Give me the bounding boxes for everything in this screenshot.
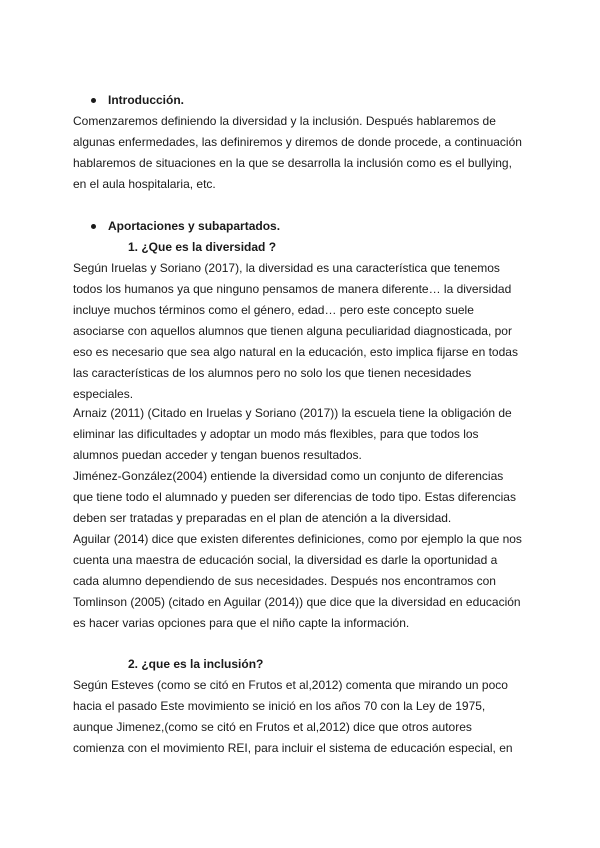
section1-line: deben ser tratadas y preparadas en el plan de atención a la diversidad. bbox=[73, 511, 452, 525]
section1-line: alumnos puedan acceder y tengan buenos resultados. bbox=[73, 448, 362, 462]
section1-line: Arnaiz (2011) (Citado en Iruelas y Soriano (2017)) la escuela tiene la obligación de bbox=[73, 406, 512, 420]
section1-line: que tiene todo el alumnado y pueden ser diferencias de todo tipo. Estas diferencias bbox=[73, 490, 516, 504]
section1-line: eso es necesario que sea algo natural en la educación, esto implica fijarse en todas bbox=[73, 345, 518, 359]
section1-line: todos los humanos ya que ninguno pensamos de manera diferente… la diversidad bbox=[73, 282, 512, 296]
section1-line: cuenta una maestra de educación social, la diversidad es darle la oportunidad a bbox=[73, 553, 498, 567]
intro-line: algunas enfermedades, las definiremos y diremos de donde procede, a continuación bbox=[73, 135, 522, 149]
section1-line: Según Iruelas y Soriano (2017), la diversidad es una característica que tenemos bbox=[73, 261, 500, 275]
section2-line: comienza con el movimiento REI, para incluir el sistema de educación especial, en bbox=[73, 741, 513, 755]
section1-line: eliminar las dificultades y adoptar un modo más flexibles, para que todos los bbox=[73, 427, 479, 441]
section1-line: Aguilar (2014) dice que existen diferentes definiciones, como por ejemplo la que nos bbox=[73, 532, 522, 546]
section1-line: incluye muchos términos como el género, edad… pero este concepto suele bbox=[73, 303, 474, 317]
intro-line: en el aula hospitalaria, etc. bbox=[73, 177, 216, 191]
aportaciones-heading: Aportaciones y subapartados. bbox=[108, 219, 281, 233]
section2-heading: 2. ¿que es la inclusión? bbox=[128, 657, 264, 671]
bullet-icon bbox=[91, 98, 96, 103]
section1-heading: 1. ¿Que es la diversidad ? bbox=[128, 240, 277, 254]
intro-line: Comenzaremos definiendo la diversidad y la inclusión. Después hablaremos de bbox=[73, 114, 496, 128]
intro-line: hablaremos de situaciones en la que se desarrolla la inclusión como es el bullying, bbox=[73, 156, 512, 170]
section2-line: hacia el pasado Este movimiento se inició en los años 70 con la Ley de 1975, bbox=[73, 699, 486, 713]
section1-line: especiales. bbox=[73, 387, 134, 401]
section2-line: Según Esteves (como se citó en Frutos et al,2012) comenta que mirando un poco bbox=[73, 678, 508, 692]
section1-line: Jiménez-González(2004) entiende la diversidad como un conjunto de diferencias bbox=[73, 469, 504, 483]
section1-line: cada alumno dependiendo de sus necesidades. Después nos encontramos con bbox=[73, 574, 496, 588]
section1-line: Tomlinson (2005) (citado en Aguilar (2014)) que dice que la diversidad en educación bbox=[73, 595, 521, 609]
section1-line: es hacer varias opciones para que el niño capte la información. bbox=[73, 616, 410, 630]
bullet-icon bbox=[91, 224, 96, 229]
intro-heading: Introducción. bbox=[108, 93, 184, 107]
section1-line: las características de los alumnos pero no solo los que tienen necesidades bbox=[73, 366, 472, 380]
section2-line: aunque Jimenez,(como se citó en Frutos et al,2012) dice que otros autores bbox=[73, 720, 472, 734]
section1-line: asociarse con aquellos alumnos que tienen alguna peculiaridad diagnosticada, por bbox=[73, 324, 512, 338]
